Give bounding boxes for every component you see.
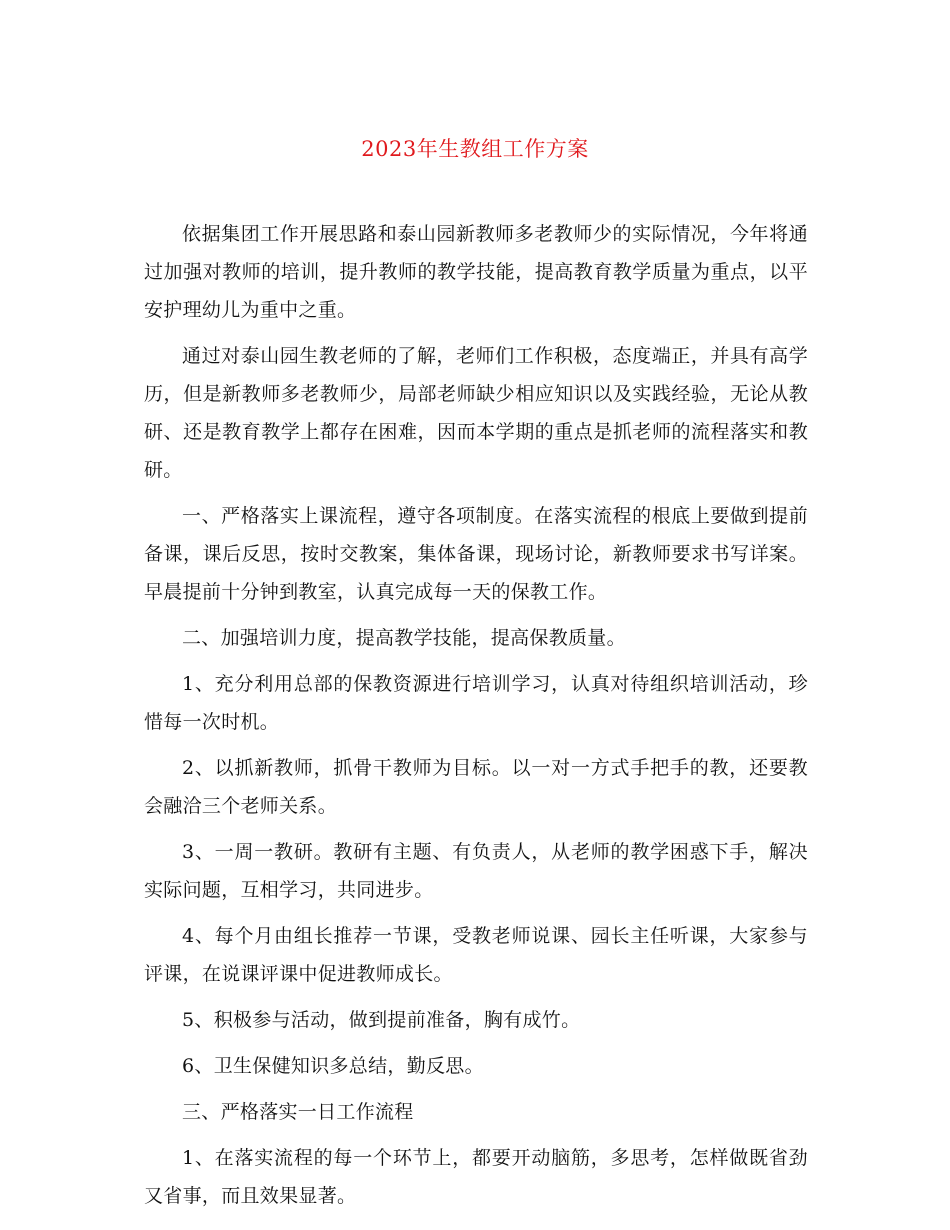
paragraph-item-2: 2、以抓新教师，抓骨干教师为目标。以一对一方式手把手的教，还要教会融洽三个老师关系。: [144, 757, 808, 817]
document-body: [144, 215, 808, 1223]
paragraph-background: 通过对泰山园生教老师的了解，老师们工作积极，态度端正，并具有高学历，但是新教师多老教师少，局部老师缺少相应知识以及实践经验，无论从教研、还是教育教学上都存在困难，因而本学期的重点是抓老师的流程落实和教研。: [144, 345, 808, 481]
paragraph-item-4: 4、每个月由组长推荐一节课，受教老师说课、园长主任听课，大家参与评课，在说课评课中促进教师成长。: [144, 925, 808, 985]
paragraph-item-3: 3、一周一教研。教研有主题、有负责人，从老师的教学困惑下手，解决实际问题，互相学习，共同进步。: [144, 841, 808, 901]
paragraph-item-5: 5、积极参与活动，做到提前准备，胸有成竹。: [182, 1009, 581, 1031]
paragraph-section-1: 一、严格落实上课流程，遵守各项制度。在落实流程的根底上要做到提前备课，课后反思，按时交教案，集体备课，现场讨论，新教师要求书写详案。早晨提前十分钟到教室，认真完成每一天的保教工作。: [144, 505, 808, 603]
paragraph-item-6: 6、卫生保健知识多总结，勤反思。: [182, 1055, 484, 1077]
paragraph-intro: 依据集团工作开展思路和泰山园新教师多老教师少的实际情况，今年将通过加强对教师的培训，提升教师的教学技能，提高教育教学质量为重点，以平安护理幼儿为重中之重。: [144, 223, 808, 321]
paragraph-section-3-heading: 三、严格落实一日工作流程: [182, 1101, 414, 1123]
paragraph-section-3-item-1: 1、在落实流程的每一个环节上，都要开动脑筋，多思考，怎样做既省劲又省事，而且效果显著。: [144, 1147, 808, 1207]
paragraph-item-1: 1、充分利用总部的保教资源进行培训学习，认真对待组织培训活动，珍惜每一次时机。: [144, 673, 808, 733]
paragraph-section-2-heading: 二、加强培训力度，提高教学技能，提高保教质量。: [182, 627, 626, 649]
document-title: 2023年生教组工作方案: [361, 137, 589, 161]
